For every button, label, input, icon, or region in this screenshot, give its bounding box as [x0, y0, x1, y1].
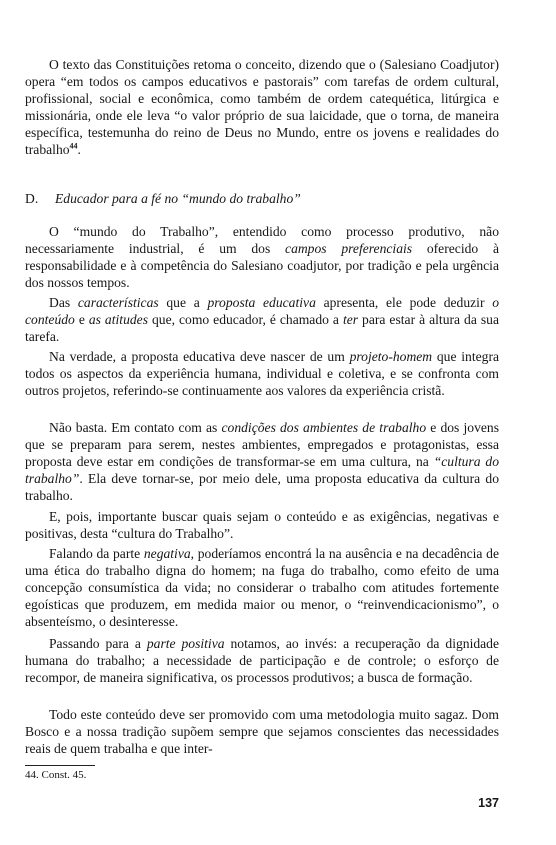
text-run: oferecido à responsabilidade e à competência do Salesiano coadjutor, por tradição e pela urgência dos nossos tempos.: [25, 240, 500, 290]
emphasis: projeto-homem: [349, 349, 433, 364]
paragraph-parte-positiva: [25, 636, 499, 687]
paragraph-importante: [25, 509, 499, 543]
text-run: Falando da parte: [49, 546, 144, 561]
emphasis: o conteúdo: [25, 295, 499, 327]
text-run: E, pois, importante buscar quais sejam o conteúdo e as exigências, negativas e positivas, desta “cultura do Trabalho”.: [25, 509, 499, 541]
footnote: 44. Const. 45.: [25, 769, 87, 781]
text-run: , poderíamos encontrá la na ausência e na decadência de uma ética do trabalho digna do homem; na fuga do trabalho, como efeito de uma concepção consumística da vida; no considerar o trabalho com atitudes fortemente egoísticas que produzem, em medida maior ou menor, o “reinvendicacionismo”, o absenteísmo, o desinteresse.: [25, 546, 499, 629]
text-run: que a: [158, 295, 208, 310]
paragraph-nao-basta: [25, 420, 499, 505]
text-run: Na verdade, a proposta educativa deve nascer de um: [49, 349, 350, 364]
section-heading: [25, 190, 499, 207]
emphasis: campos preferenciais: [285, 240, 413, 256]
text-run: Não basta. Em contato com as: [49, 420, 222, 435]
emphasis: “cultura do trabalho”: [25, 453, 499, 486]
paragraph-mundo-trabalho: [25, 224, 499, 292]
text-run: que integra todos os aspectos da experiência humana, individual e coletiva, e se confronta com outros projetos, referindo-se continuamente aos valores da experiência cristã.: [25, 349, 500, 398]
emphasis: condições dos ambientes de trabalho: [221, 420, 427, 435]
paragraph-parte-negativa: [25, 546, 499, 631]
emphasis: características: [77, 295, 159, 310]
intro-text: O texto das Constituições retoma o conceito, dizendo que o (Salesiano Coadjutor) opera “em todos os campos educativos e pastorais” com tarefas de ordem cultural, profissional, social e econômica, como também de ordem catequética, litúrgica e missionária, onde ele leva “o valor próprio de sua laicidade, que o torna, de maneira específica, testemunha do reino de Deus no Mundo, entre os jovens e realidades do trabalho: [25, 57, 499, 157]
footnote-divider: [25, 765, 95, 766]
emphasis: proposta educativa: [207, 295, 316, 310]
intro-paragraph: O texto das Constituições retoma o conceito, dizendo que o (Salesiano Coadjutor) opera “em todos os campos educativos e pastorais” com tarefas de ordem cultural, profissional, social e econômica, como também de ordem catequética, litúrgica e missionária, onde ele leva “o valor próprio de sua laicidade, que o torna, de maneira específica, testemunha do reino de Deus no Mundo, entre os jovens e realidades do trabalho$^{44}$.: [25, 57, 499, 157]
text-run: e: [74, 311, 89, 327]
paragraph-projeto-homem: [25, 349, 499, 400]
text-run: Passando para a: [49, 636, 147, 651]
section-letter: D.: [25, 191, 39, 206]
text-run: apresenta, ele pode deduzir: [315, 295, 493, 310]
emphasis: negativa: [143, 546, 191, 561]
text-run: . Ela deve tornar-se, por meio dele, uma proposta educativa da cultura do trabalho.: [25, 470, 499, 503]
paragraph-caracteristicas: [25, 295, 499, 346]
document-page: [25, 0, 499, 845]
text-run: e dos jovens que se preparam para serem, nestes ambientes, empregados e protagonistas, essa proposta deve estar em condições de transformar-se em uma cultura, na: [25, 420, 499, 469]
text-run: para estar à altura da sua tarefa.: [25, 311, 499, 344]
text-run: que, como educador, é chamado a: [147, 311, 343, 327]
text-run: Das: [49, 295, 78, 310]
page-number: 137: [478, 796, 499, 810]
emphasis: parte positiva: [146, 636, 225, 651]
paragraph-metodologia: [25, 707, 499, 758]
text-run: Todo este conteúdo deve ser promovido com uma metodologia muito sagaz. Dom Bosco e a nossa tradição supõem sempre que sejamos conscientes das necessidades reais de quem trabalha e que inter-: [25, 707, 499, 756]
text-run: O “mundo do Trabalho”, entendido como processo produtivo, não necessariamente industrial, é um dos: [25, 224, 499, 256]
section-title: Educador para a fé no “mundo do trabalho”: [55, 191, 301, 206]
emphasis: as atitudes: [88, 311, 148, 327]
emphasis: ter: [342, 311, 359, 327]
footnote-reference: 44: [69, 141, 78, 150]
text-run: notamos, ao invés: a recuperação da dignidade humana do trabalho; a necessidade de participação e de controle; o esforço de recompor, de maneira significativa, os processos produtivos; a busca de formação.: [25, 636, 500, 685]
